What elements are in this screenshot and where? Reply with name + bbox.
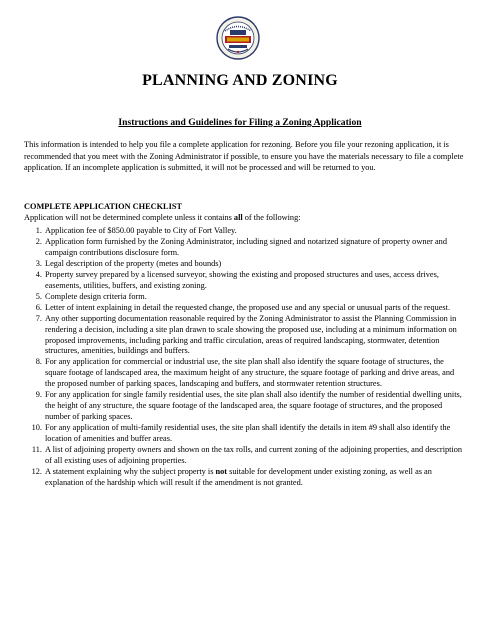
item-number: 3. xyxy=(35,258,42,268)
list-item: 12. A statement explaining why the subject property is not suitable for development under existing zoning, as well as an explanation of the hardship which will result if the amendment is not granted. xyxy=(24,467,466,489)
item-text: Any other supporting documentation reasonable required by the Zoning Administrator to assist the Planning Commission in rendering a decision, including a site plan drawn to scale showing the proposed use, including at a minimum information on proposed improvements, including parking and traffic circulation, areas of required landscaping, stormwater, detention structures, amenities, buildings and buffers. xyxy=(45,313,457,356)
item-text: For any application for commercial or industrial use, the site plan shall also identify the square footage of structures, the square footage of landscaped area, the maximum height of any structure, the square footage of parking and drive areas, and the proposed number of parking spaces, landscaping and buffers, and stormwater retention structures. xyxy=(45,357,455,389)
item-text: Application fee of $850.00 payable to City of Fort Valley. xyxy=(45,226,237,235)
item-text: Letter of intent explaining in detail the requested change, the proposed use and any special or unusual parts of the request. xyxy=(45,302,451,312)
item-number: 4. xyxy=(35,269,42,279)
item-number: 7. xyxy=(35,313,42,323)
list-item xyxy=(24,357,466,390)
item-text: A list of adjoining property owners and shown on the tax rolls, and current zoning of the adjoining properties, and description of all existing uses of adjoining properties. xyxy=(45,445,463,466)
item-text: For any application of multi-family residential uses, the site plan shall identify the details in item #9 shall also identify the location of amenities and buffer areas. xyxy=(45,423,451,444)
list-item xyxy=(24,292,466,303)
list-item xyxy=(24,270,466,292)
item-text: For any application for single family residential uses, the site plan shall also identify the number of residential dwelling units, the height of any structure, the square footage of the landscaped area, the square footage of structures, and the proposed number of parking spaces. xyxy=(45,390,462,422)
list-item xyxy=(24,259,466,270)
item-text: Property survey prepared by a licensed surveyor, showing the existing and proposed structures and uses, access drives, easements, utilities, buffers, and existing zoning. xyxy=(45,269,439,290)
item-number: 10. xyxy=(31,423,42,433)
intro-paragraph: This information is intended to help you file a complete application for rezoning. Before you file your rezoning application, it is recommended that you meet with the Zoning Administrator if possible, to ensure you have the materials necessary to file a complete application. If an incomplete application is submitted, it will not be processed and will be returned to you. xyxy=(24,140,464,173)
item-text: Complete design criteria form. xyxy=(45,291,147,301)
checklist-heading: COMPLETE APPLICATION CHECKLIST xyxy=(24,202,182,211)
item-number: 9. xyxy=(35,390,42,400)
list-item xyxy=(24,390,466,423)
item-text: Application form furnished by the Zoning Administrator, including signed and notarized signature of property owner and campaign contributions disclosure form. xyxy=(45,236,447,257)
item-number: 6. xyxy=(35,302,42,312)
item-number: 8. xyxy=(35,357,42,367)
item-text: Legal description of the property (metes and bounds) xyxy=(45,258,222,268)
item-number: 12. xyxy=(31,466,42,476)
list-item xyxy=(24,423,466,445)
page-title: PLANNING AND ZONING xyxy=(142,72,338,89)
item-number: 1. xyxy=(35,226,42,235)
list-item xyxy=(24,226,466,237)
city-seal-logo xyxy=(216,16,260,60)
item-number: 2. xyxy=(35,236,42,246)
list-item xyxy=(24,237,466,259)
list-item xyxy=(24,303,466,314)
list-item xyxy=(24,314,466,358)
item-number: 11. xyxy=(31,445,42,455)
checklist-list xyxy=(24,226,466,489)
checklist-lead: Application will not be determined complete unless it contains all of the following: xyxy=(24,213,301,222)
item-number: 5. xyxy=(35,291,42,301)
list-item xyxy=(24,445,466,467)
document-subtitle: Instructions and Guidelines for Filing a Zoning Application xyxy=(118,117,362,128)
